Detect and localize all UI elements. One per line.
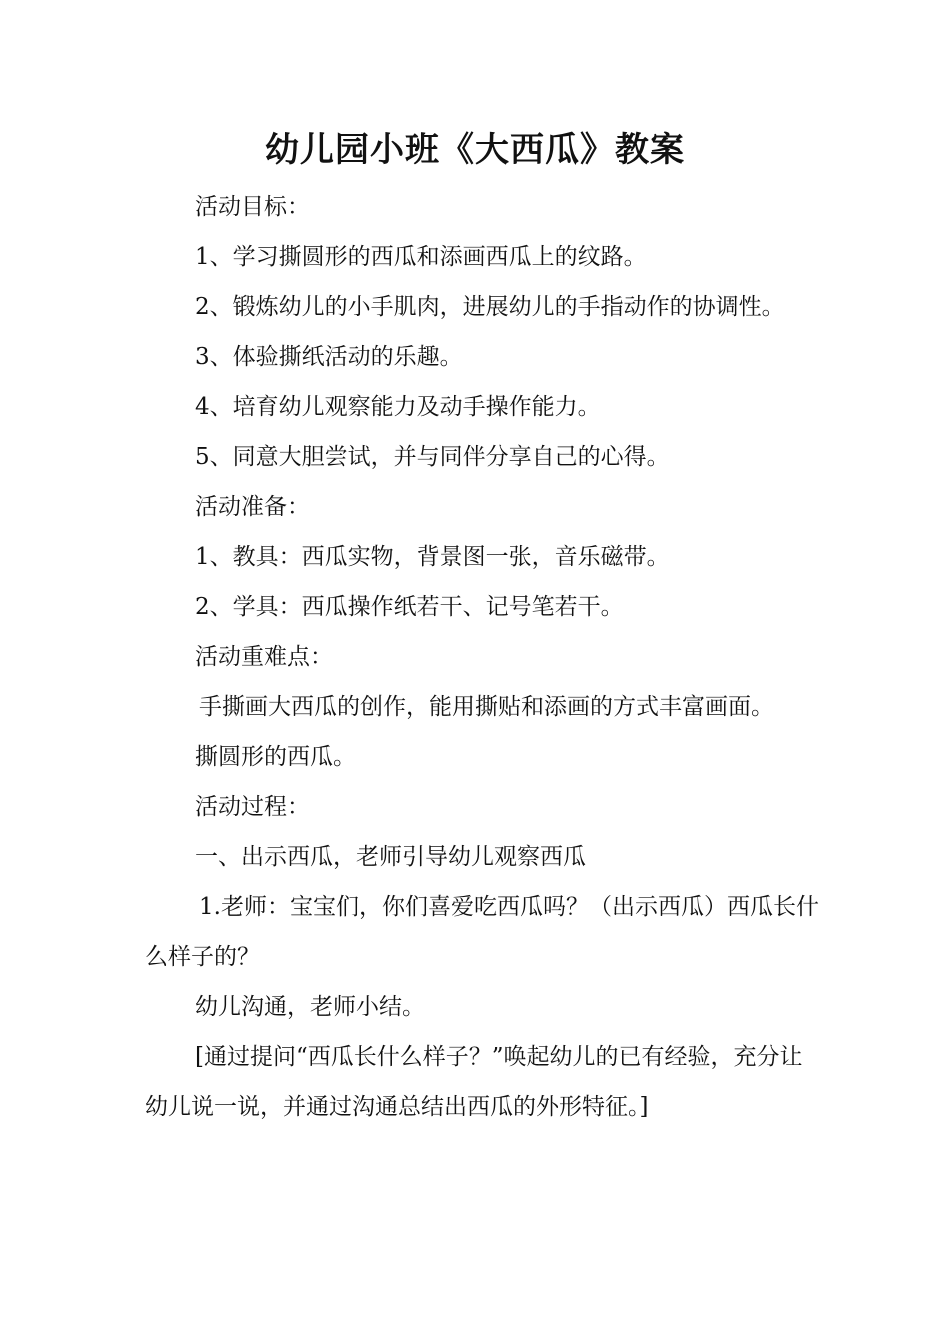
- goal-item-2: 2、锻炼幼儿的小手肌肉，进展幼儿的手指动作的协调性。: [195, 294, 785, 320]
- section-heading-key-points: 活动重难点：: [195, 644, 333, 670]
- process-step-1: 一、出示西瓜，老师引导幼儿观察西瓜: [195, 844, 586, 870]
- preparation-item-1: 1、教具：西瓜实物，背景图一张，音乐磁带。: [195, 544, 670, 570]
- goal-item-5: 5、同意大胆尝试，并与同伴分享自己的心得。: [195, 444, 670, 470]
- section-heading-goals: 活动目标：: [195, 194, 310, 220]
- document-body: [145, 182, 825, 1132]
- section-heading-process: 活动过程：: [195, 794, 310, 820]
- key-point-1: 手撕画大西瓜的创作，能用撕贴和添画的方式丰富画面。: [199, 694, 774, 720]
- preparation-item-2: 2、学具：西瓜操作纸若干、记号笔若干。: [195, 594, 624, 620]
- process-step-1-summary: 幼儿沟通，老师小结。: [195, 994, 425, 1020]
- key-point-2: 撕圆形的西瓜。: [195, 744, 356, 770]
- process-step-1-question: 1.老师：宝宝们，你们喜爱吃西瓜吗？（出示西瓜）西瓜长什么样子的？: [145, 894, 819, 970]
- section-heading-preparation: 活动准备：: [195, 494, 310, 520]
- goal-item-4: 4、培育幼儿观察能力及动手操作能力。: [195, 394, 601, 420]
- goal-item-3: 3、体验撕纸活动的乐趣。: [195, 344, 463, 370]
- goal-item-1: 1、学习撕圆形的西瓜和添画西瓜上的纹路。: [195, 244, 647, 270]
- document-title: 幼儿园小班《大西瓜》教案: [265, 130, 685, 170]
- process-step-1-note: [通过提问“西瓜长什么样子？”唤起幼儿的已有经验，充分让幼儿说一说，并通过沟通总结出西瓜的外形特征。]: [145, 1044, 803, 1120]
